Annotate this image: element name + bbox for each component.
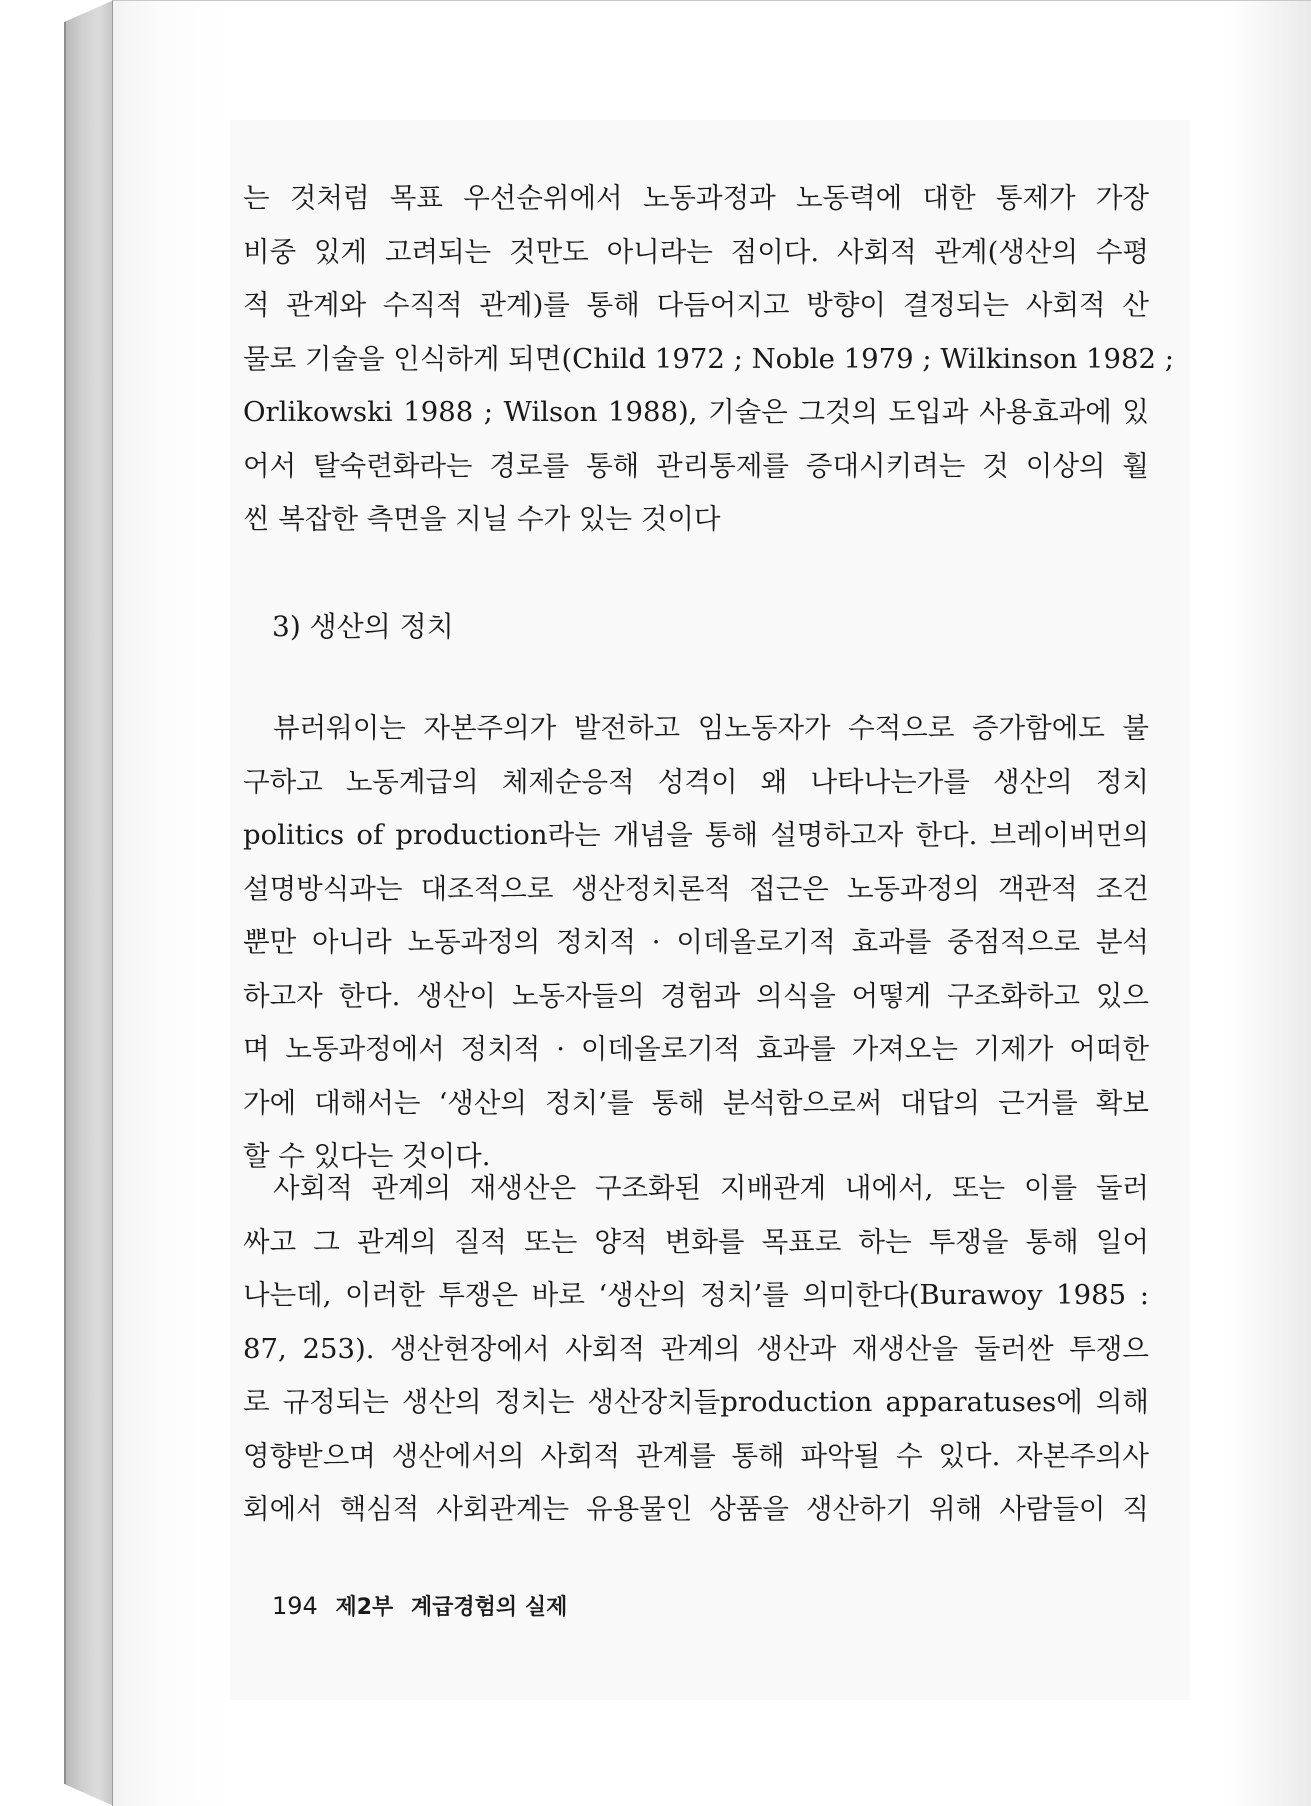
text-line: 영향받으며 생산에서의 사회적 관계를 통해 파악될 수 있다. 자본주의사 — [243, 1439, 1149, 1472]
text-line: 할 수 있다는 것이다. — [243, 1140, 491, 1172]
text-line: 싸고 그 관계의 질적 또는 양적 변화를 목표로 하는 투쟁을 통해 일어 — [243, 1225, 1149, 1258]
text-line: 물로 기술을 인식하게 되면(Child 1972 ; Noble 1979 ; Wilkinson 1982 ; — [243, 342, 1175, 375]
text-line: 씬 복잡한 측면을 지닐 수가 있는 것이다 — [243, 503, 721, 535]
text-line: 설명방식과는 대조적으로 생산정치론적 접근은 노동과정의 객관적 조건 — [243, 872, 1149, 905]
text-line: 어서 탈숙련화라는 경로를 통해 관리통제를 증대시키려는 것 이상의 훨 — [243, 449, 1149, 482]
text-line: 는 것처럼 목표 우선순위에서 노동과정과 노동력에 대한 통제가 가장 — [243, 182, 1149, 214]
text-line: 뿐만 아니라 노동과정의 정치적 · 이데올로기적 효과를 중점적으로 분석 — [243, 926, 1149, 958]
text-line: 나는데, 이러한 투쟁은 바로 ‘생산의 정치’를 의미한다(Burawoy 1985 : — [243, 1279, 1149, 1311]
text-line: 며 노동과정에서 정치적 · 이데올로기적 효과를 가져오는 기제가 어떠한 — [243, 1033, 1149, 1065]
text-line: 로 규정되는 생산의 정치는 생산장치들production apparatuses에 의해 — [243, 1386, 1149, 1418]
section-heading: 3) 생산의 정치 — [272, 610, 454, 643]
text-line: Orlikowski 1988 ; Wilson 1988), 기술은 그것의 도입과 사용효과에 있 — [243, 396, 1149, 428]
book-spine-edge — [64, 22, 66, 1784]
text-line: 회에서 핵심적 사회관계는 유용물인 상품을 생산하기 위해 사람들이 직 — [243, 1493, 1149, 1525]
text-line: 하고자 한다. 생산이 노동자들의 경험과 의식을 어떻게 구조화하고 있으 — [243, 979, 1149, 1012]
page-number: 194 — [272, 1592, 318, 1620]
text-line: 87, 253). 생산현장에서 사회적 관계의 생산과 재생산을 둘러싼 투쟁으 — [243, 1332, 1149, 1365]
paragraph-2 — [243, 702, 1149, 1184]
part-label: 제2부 — [335, 1595, 394, 1620]
text-line: politics of production라는 개념을 통해 설명하고자 한다. 브레이버먼의 — [243, 819, 1149, 851]
text-line: 가에 대해서는 ‘생산의 정치’를 통해 분석함으로써 대답의 근거를 확보 — [243, 1086, 1149, 1119]
paragraph-1 — [243, 172, 1175, 547]
text-line: 사회적 관계의 재생산은 구조화된 지배관계 내에서, 또는 이를 둘러 — [273, 1172, 1149, 1204]
text-line: 비중 있게 고려되는 것만도 아니라는 점이다. 사회적 관계(생산의 수평 — [243, 235, 1149, 268]
text-line: 뷰러워이는 자본주의가 발전하고 임노동자가 수적으로 증가함에도 불 — [273, 712, 1149, 744]
chapter-title: 계급경험의 실제 — [410, 1595, 568, 1620]
book-spine — [64, 0, 114, 1806]
page-footer — [272, 1590, 577, 1621]
paragraph-3 — [243, 1162, 1149, 1537]
text-line: 적 관계와 수직적 관계)를 통해 다듬어지고 방향이 결정되는 사회적 산 — [243, 289, 1149, 321]
text-line: 구하고 노동계급의 체제순응적 성격이 왜 나타나는가를 생산의 정치 — [243, 765, 1149, 798]
